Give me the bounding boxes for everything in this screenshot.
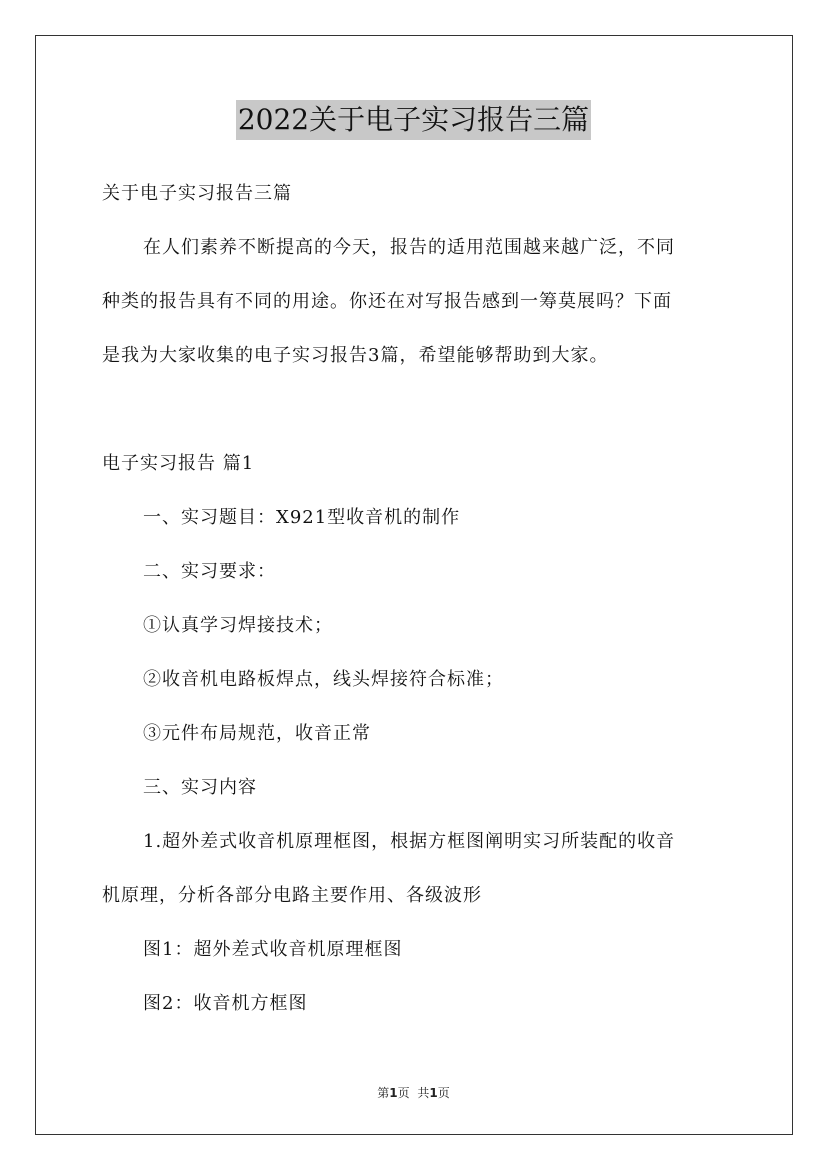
body-line-6: 三、实习内容 — [143, 777, 257, 798]
footer-total-suffix: 页 — [437, 1086, 450, 1100]
footer-total-number: 1 — [429, 1086, 438, 1100]
page-footer — [0, 1084, 827, 1101]
document-title: 2022关于电子实习报告三篇 — [236, 100, 591, 140]
section-heading: 电子实习报告 篇1 — [102, 453, 255, 474]
footer-page-suffix: 页 — [397, 1086, 410, 1100]
body-line-2: 二、实习要求： — [143, 561, 276, 582]
body-line-1: 一、实习题目：X921型收音机的制作 — [143, 507, 461, 528]
body-line-4: ②收音机电路板焊点，线头焊接符合标准； — [143, 669, 504, 690]
intro-line-3: 是我为大家收集的电子实习报告3篇，希望能够帮助到大家。 — [102, 345, 609, 366]
intro-line-2: 种类的报告具有不同的用途。你还在对写报告感到一筹莫展吗？下面 — [102, 291, 672, 312]
intro-line-1: 在人们素养不断提高的今天，报告的适用范围越来越广泛，不同 — [143, 237, 675, 258]
body-line-10: 图2：收音机方框图 — [143, 993, 308, 1014]
body-line-7: 1.超外差式收音机原理框图，根据方框图阐明实习所装配的收音 — [143, 831, 676, 852]
body-line-3: ①认真学习焊接技术； — [143, 615, 333, 636]
footer-page-prefix: 第 — [377, 1086, 390, 1100]
document-subtitle: 关于电子实习报告三篇 — [102, 183, 292, 204]
title-container — [0, 100, 827, 140]
footer-total-prefix: 共 — [417, 1086, 430, 1100]
body-line-8: 机原理，分析各部分电路主要作用、各级波形 — [102, 885, 482, 906]
body-line-9: 图1：超外差式收音机原理框图 — [143, 939, 403, 960]
footer-page-number: 1 — [389, 1086, 398, 1100]
body-line-5: ③元件布局规范，收音正常 — [143, 723, 371, 744]
